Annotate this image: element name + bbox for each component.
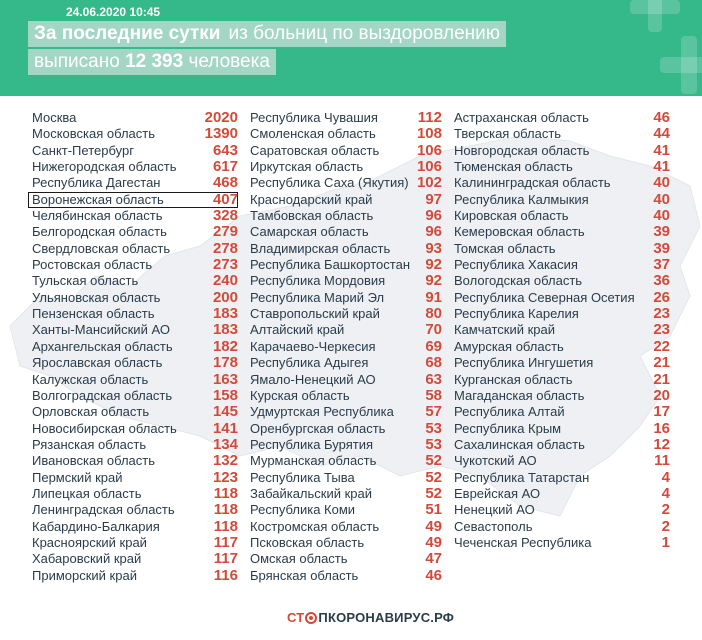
recovered-count: 68 (425, 354, 442, 372)
recovered-count: 118 (213, 484, 238, 502)
region-name: Республика Саха (Якутия) (250, 175, 409, 191)
region-name: Республика Коми (250, 502, 356, 518)
recovered-count: 23 (653, 321, 670, 339)
region-row (28, 290, 238, 306)
recovered-count: 91 (425, 288, 442, 306)
region-row (246, 453, 442, 469)
region-name: Республика Ингушетия (454, 355, 594, 371)
region-row (246, 404, 442, 420)
plus-decoration-icon (630, 0, 680, 32)
region-name: Новгородская область (454, 142, 590, 158)
region-row (28, 110, 238, 126)
region-row (28, 241, 238, 257)
recovered-count: 51 (425, 501, 442, 519)
region-name: Республика Адыгея (250, 355, 369, 371)
recovered-count: 44 (653, 125, 670, 143)
region-name: Чеченская Республика (454, 534, 592, 550)
region-name: Республика Тыва (250, 469, 355, 485)
recovered-count: 49 (425, 517, 442, 535)
region-row (246, 110, 442, 126)
recovered-count: 106 (416, 141, 442, 159)
recovered-count: 93 (425, 239, 442, 257)
recovered-count: 12 (653, 435, 670, 453)
region-row (246, 519, 442, 535)
recovered-count: 4 (661, 484, 670, 502)
headline-line-1 (28, 21, 506, 47)
recovered-count: 70 (425, 321, 442, 339)
region-row (246, 306, 442, 322)
recovered-count: 183 (212, 305, 238, 323)
region-row (246, 486, 442, 502)
region-name: Томская область (454, 240, 556, 256)
region-row (246, 355, 442, 371)
recovered-count: 278 (212, 239, 238, 257)
region-name: Брянская область (250, 567, 359, 583)
region-name: Республика Марий Эл (250, 289, 385, 305)
region-name: Омская область (250, 551, 348, 567)
publish-date: 24.06.2020 10:45 (66, 5, 161, 19)
region-row (28, 126, 238, 142)
region-name: Амурская область (454, 338, 564, 354)
recovered-count: 407 (212, 190, 238, 208)
region-name: Тюменская область (454, 159, 573, 175)
recovered-count: 183 (212, 321, 238, 339)
region-row (450, 224, 670, 240)
region-name: Севастополь (454, 518, 533, 534)
region-row (450, 126, 670, 142)
region-row (246, 192, 442, 208)
region-row (450, 290, 670, 306)
region-name: Карачаево-Черкесия (250, 338, 376, 354)
region-row (246, 470, 442, 486)
region-name: Новосибирская область (32, 420, 177, 436)
recovered-count: 163 (212, 370, 238, 388)
region-name: Ханты-Мансийский АО (32, 322, 170, 338)
recovered-count: 53 (425, 435, 442, 453)
recovered-count: 617 (212, 158, 238, 176)
region-row (450, 306, 670, 322)
region-row (28, 372, 238, 388)
region-name: Белгородская область (32, 224, 167, 240)
recovered-count: 92 (425, 272, 442, 290)
headline-total: 12 393 (125, 51, 184, 72)
region-name: Чукотский АО (454, 453, 537, 469)
region-name: Самарская область (250, 224, 369, 240)
headline-line-2 (28, 49, 276, 75)
recovered-count: 132 (212, 452, 238, 470)
region-row (28, 355, 238, 371)
region-row (450, 355, 670, 371)
recovered-count: 47 (425, 550, 442, 568)
region-name: Республика Бурятия (250, 436, 374, 452)
regions-column-1 (28, 110, 238, 584)
region-row (246, 551, 442, 567)
recovered-count: 21 (653, 354, 670, 372)
region-name: Ивановская область (32, 453, 155, 469)
region-row (28, 551, 238, 567)
plus-decoration-icon (660, 36, 702, 94)
recovered-count: 2020 (204, 109, 238, 126)
region-name: Пермский край (32, 469, 123, 485)
recovered-count: 96 (425, 207, 442, 225)
recovered-count: 57 (425, 403, 442, 421)
region-name: Республика Мордовия (250, 273, 386, 289)
region-name: Калужская область (32, 371, 149, 387)
region-row (28, 453, 238, 469)
region-name: Сахалинская область (454, 436, 585, 452)
region-row (450, 486, 670, 502)
recovered-count: 116 (213, 566, 238, 584)
recovered-count: 23 (653, 305, 670, 323)
headline-text: из больниц по выздоровлению (226, 21, 506, 47)
regions-column-3 (450, 110, 670, 551)
region-name: Республика Чувашия (250, 110, 378, 125)
region-name: Рязанская область (32, 436, 147, 452)
region-row (450, 208, 670, 224)
region-row (450, 535, 670, 551)
region-name: Костромская область (250, 518, 380, 534)
region-name: Кабардино-Балкария (32, 518, 160, 534)
region-row (28, 322, 238, 338)
region-name: Санкт-Петербург (32, 142, 134, 158)
region-name: Пензенская область (32, 306, 155, 322)
region-name: Ямало-Ненецкий АО (250, 371, 376, 387)
recovered-count: 123 (212, 468, 238, 486)
region-name: Астраханская область (454, 110, 589, 125)
region-row (28, 437, 238, 453)
region-row (450, 421, 670, 437)
region-name: Алтайский край (250, 322, 345, 338)
region-row (246, 257, 442, 273)
region-row (450, 322, 670, 338)
region-row (450, 404, 670, 420)
region-row (28, 519, 238, 535)
region-row (28, 273, 238, 289)
region-row (246, 290, 442, 306)
recovered-count: 39 (653, 239, 670, 257)
region-row (28, 224, 238, 240)
recovered-count: 52 (425, 468, 442, 486)
recovered-count: 40 (653, 190, 670, 208)
recovered-count: 1 (661, 533, 670, 551)
region-row (28, 159, 238, 175)
recovered-count: 2 (661, 501, 670, 519)
recovered-count: 106 (416, 158, 442, 176)
region-name: Республика Калмыкия (454, 191, 589, 207)
region-row (450, 519, 670, 535)
recovered-count: 158 (212, 386, 238, 404)
recovered-count: 63 (425, 370, 442, 388)
region-name: Забайкальский край (250, 485, 373, 501)
recovered-count: 102 (416, 174, 442, 192)
region-row (246, 126, 442, 142)
region-row (246, 339, 442, 355)
region-row (246, 322, 442, 338)
region-row (246, 502, 442, 518)
region-name: Тамбовская область (250, 208, 374, 224)
recovered-count: 49 (425, 533, 442, 551)
footer (0, 596, 702, 640)
region-row (28, 421, 238, 437)
region-name: Москва (32, 110, 77, 125)
recovered-count: 17 (653, 403, 670, 421)
region-row (450, 143, 670, 159)
region-name: Республика Алтай (454, 404, 565, 420)
region-name: Хабаровский край (32, 551, 142, 567)
region-row (28, 568, 238, 584)
recovered-count: 118 (213, 517, 238, 535)
region-name: Ростовская область (32, 257, 153, 273)
region-row (246, 568, 442, 584)
region-name: Республика Хакасия (454, 257, 578, 273)
recovered-count: 37 (653, 256, 670, 274)
region-name: Республика Крым (454, 420, 562, 436)
region-row (450, 241, 670, 257)
recovered-count: 2 (661, 517, 670, 535)
recovered-count: 328 (212, 207, 238, 225)
region-name: Кемеровская область (454, 224, 585, 240)
recovered-count: 46 (425, 566, 442, 584)
recovered-count: 58 (425, 386, 442, 404)
headline-suffix: человека (188, 51, 270, 72)
region-row (28, 175, 238, 191)
region-name: Калининградская область (454, 175, 611, 191)
recovered-count: 240 (212, 272, 238, 290)
region-row (28, 257, 238, 273)
region-name: Липецкая область (32, 485, 142, 501)
region-name: Ленинградская область (32, 502, 175, 518)
region-name: Воронежская область (32, 191, 164, 207)
region-row (450, 470, 670, 486)
region-row (28, 470, 238, 486)
region-name: Краснодарский край (250, 191, 373, 207)
recovered-count: 16 (653, 419, 670, 437)
region-row (450, 257, 670, 273)
recovered-count: 117 (213, 550, 238, 568)
recovered-count: 53 (425, 419, 442, 437)
recovered-count: 643 (212, 141, 238, 159)
region-row (450, 453, 670, 469)
region-name: Курская область (250, 387, 350, 403)
region-row (450, 372, 670, 388)
region-name: Красноярский край (32, 534, 147, 550)
recovered-count: 20 (653, 386, 670, 404)
region-row (450, 175, 670, 191)
recovered-count: 36 (653, 272, 670, 290)
region-row (450, 192, 670, 208)
region-name: Республика Дагестан (32, 175, 161, 191)
region-name: Челябинская область (32, 208, 163, 224)
region-row (28, 339, 238, 355)
region-name: Московская область (32, 126, 156, 142)
recovered-count: 92 (425, 256, 442, 274)
region-name: Орловская область (32, 404, 150, 420)
recovered-count: 96 (425, 223, 442, 241)
region-row (450, 159, 670, 175)
region-name: Магаданская область (454, 387, 585, 403)
region-row (450, 273, 670, 289)
region-row (246, 224, 442, 240)
region-row (246, 535, 442, 551)
region-row (28, 502, 238, 518)
region-name: Ненецкий АО (454, 502, 535, 518)
region-name: Свердловская область (32, 240, 171, 256)
region-name: Смоленская область (250, 126, 376, 142)
region-row (246, 241, 442, 257)
recovered-count: 26 (653, 288, 670, 306)
recovered-count: 279 (212, 223, 238, 241)
region-name: Волгоградская область (32, 387, 173, 403)
region-row (28, 192, 238, 208)
region-row (246, 159, 442, 175)
recovered-count: 52 (425, 452, 442, 470)
region-name: Республика Татарстан (454, 469, 590, 485)
region-name: Курганская область (454, 371, 573, 387)
region-row (246, 273, 442, 289)
region-row (246, 372, 442, 388)
recovered-count: 22 (653, 337, 670, 355)
region-name: Оренбургская область (250, 420, 386, 436)
region-row (28, 486, 238, 502)
region-row (450, 110, 670, 126)
recovered-count: 39 (653, 223, 670, 241)
region-row (450, 437, 670, 453)
region-name: Тульская область (32, 273, 139, 289)
region-row (246, 175, 442, 191)
region-row (28, 306, 238, 322)
region-row (28, 404, 238, 420)
region-name: Ульяновская область (32, 289, 161, 305)
recovered-count: 21 (653, 370, 670, 388)
recovered-count: 468 (212, 174, 238, 192)
recovered-count: 145 (212, 403, 238, 421)
recovered-count: 41 (653, 158, 670, 176)
recovered-count: 11 (654, 452, 670, 470)
region-row (246, 388, 442, 404)
recovered-count: 40 (653, 207, 670, 225)
recovered-count: 40 (653, 174, 670, 192)
recovered-count: 97 (425, 190, 442, 208)
region-row (28, 388, 238, 404)
region-name: Камчатский край (454, 322, 555, 338)
region-name: Еврейская АО (454, 485, 541, 501)
region-name: Нижегородская область (32, 159, 177, 175)
region-row (246, 421, 442, 437)
recovered-count: 200 (212, 288, 238, 306)
recovered-count: 52 (425, 484, 442, 502)
recovered-count: 112 (417, 109, 442, 126)
region-name: Вологодская область (454, 273, 583, 289)
headline-prefix: выписано (34, 51, 120, 72)
region-name: Тверская область (454, 126, 562, 142)
header-banner (0, 0, 702, 96)
region-name: Иркутская область (250, 159, 364, 175)
recovered-count: 178 (212, 354, 238, 372)
region-name: Республика Башкортостан (250, 257, 410, 273)
recovered-count: 182 (212, 337, 238, 355)
recovered-count: 80 (425, 305, 442, 323)
recovered-count: 4 (661, 468, 670, 486)
recovered-count: 118 (213, 501, 238, 519)
regions-column-2 (246, 110, 442, 584)
region-name: Республика Карелия (454, 306, 579, 322)
recovered-count: 41 (653, 141, 670, 159)
region-name: Ставропольский край (250, 306, 380, 322)
region-name: Мурманская область (250, 453, 377, 469)
recovered-count: 141 (212, 419, 238, 437)
region-name: Республика Северная Осетия (454, 289, 635, 305)
region-row (246, 437, 442, 453)
region-name: Псковская область (250, 534, 365, 550)
region-name: Владимирская область (250, 240, 391, 256)
region-name: Ярославская область (32, 355, 163, 371)
region-name: Саратовская область (250, 142, 380, 158)
region-name: Кировская область (454, 208, 569, 224)
headline-highlight: За последние сутки (28, 21, 226, 47)
recovered-count: 117 (213, 533, 238, 551)
recovered-count: 46 (653, 109, 670, 126)
recovered-count: 108 (416, 125, 442, 143)
region-row (28, 208, 238, 224)
region-name: Приморский край (32, 567, 137, 583)
region-row (28, 535, 238, 551)
recovered-count: 69 (425, 337, 442, 355)
region-row (28, 143, 238, 159)
region-row (246, 143, 442, 159)
region-row (450, 388, 670, 404)
recovered-count: 273 (212, 256, 238, 274)
region-row (450, 339, 670, 355)
recovered-count: 134 (212, 435, 238, 453)
recovered-count: 1390 (204, 125, 238, 143)
stopcoronavirus-logo: СТ ПКОРОНАВИРУС.РФ (287, 610, 455, 625)
region-name: Архангельская область (32, 338, 173, 354)
region-row (450, 502, 670, 518)
region-row (246, 208, 442, 224)
virus-ring-icon (305, 612, 317, 624)
region-name: Удмуртская Республика (250, 404, 394, 420)
